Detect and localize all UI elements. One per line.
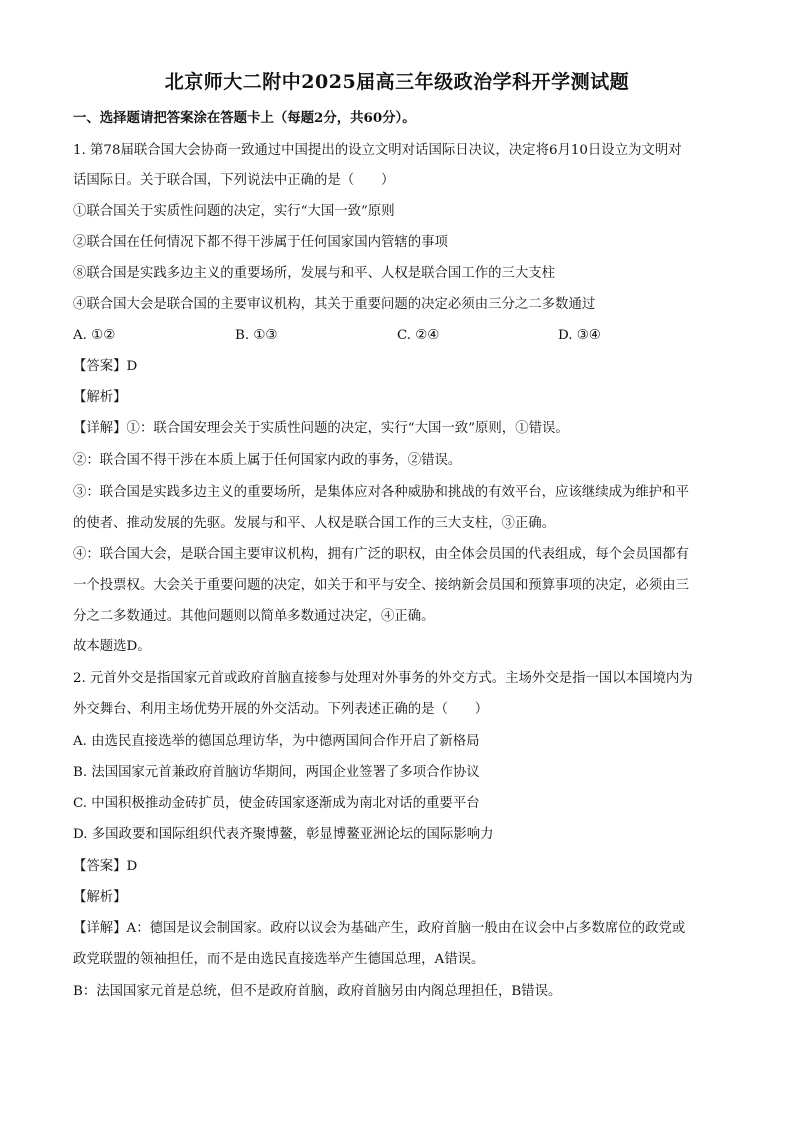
q2-option-c: C. 中国积极推动金砖扩员，使金砖国家逐渐成为南北对话的重要平台 xyxy=(73,796,480,811)
q1-option-c: C. ②④ xyxy=(397,328,440,343)
q1-detail-line-1: 【详解】①：联合国安理会关于实质性问题的决定，实行“大国一致”原则，①错误。 xyxy=(73,421,569,436)
q2-detail-line-1: 【详解】A：德国是议会制国家。政府以议会为基础产生，政府首脑一般由在议会中占多数席位的政党或 xyxy=(73,921,686,936)
q1-detail-line-4: 的使者、推动发展的先驱。发展与和平、人权是联合国工作的三大支柱，③正确。 xyxy=(73,516,556,531)
q1-detail-line-2: ②：联合国不得干涉在本质上属于任何国家内政的事务，②错误。 xyxy=(73,453,462,468)
q2-stem-line-1: 2. 元首外交是指国家元首或政府首脑直接参与处理对外事务的外交方式。主场外交是指一国以本国境内为 xyxy=(73,671,693,686)
q1-stem-line-1: 1. 第78届联合国大会协商一致通过中国提出的设立文明对话国际日决议，决定将6月10日设立为文明对 xyxy=(73,143,682,158)
q1-stem-line-2: 话国际日。关于联合国，下列说法中正确的是（ ） xyxy=(73,173,395,188)
q2-answer: 【答案】D xyxy=(73,859,138,874)
q1-statement-1: ①联合国关于实质性问题的决定，实行“大国一致”原则 xyxy=(73,204,395,219)
q2-option-b: B. 法国国家元首兼政府首脑访华期间，两国企业签署了多项合作协议 xyxy=(73,765,480,780)
q2-stem-line-2: 外交舞台、利用主场优势开展的外交活动。下列表述正确的是（ ） xyxy=(73,702,489,717)
q1-statement-3: ⑧联合国是实践多边主义的重要场所，发展与和平、人权是联合国工作的三大支柱 xyxy=(73,266,556,281)
q1-statement-2: ②联合国在任何情况下都不得干涉属于任何国家国内管辖的事项 xyxy=(73,235,448,250)
q2-analysis-label: 【解析】 xyxy=(73,890,127,905)
q1-analysis-label: 【解析】 xyxy=(73,390,127,405)
q1-detail-line-7: 分之二多数通过。其他问题则以简单多数通过决定，④正确。 xyxy=(73,609,435,624)
q2-option-a: A. 由选民直接选举的德国总理访华，为中德两国间合作开启了新格局 xyxy=(73,734,480,749)
q1-option-b: B. ①③ xyxy=(235,328,278,343)
q1-detail-line-5: ④：联合国大会，是联合国主要审议机构，拥有广泛的职权，由全体会员国的代表组成，每个会员国都有 xyxy=(73,547,689,562)
q1-detail-line-3: ③：联合国是实践多边主义的重要场所，是集体应对各种威胁和挑战的有效平台，应该继续成为维护和平 xyxy=(73,485,689,500)
q1-detail-line-6: 一个投票权。大会关于重要问题的决定，如关于和平与安全、接纳新会员国和预算事项的决定，必须由三 xyxy=(73,578,689,593)
q1-conclusion: 故本题选D。 xyxy=(73,639,151,654)
q2-option-d: D. 多国政要和国际组织代表齐聚博鳌，彰显博鳌亚洲论坛的国际影响力 xyxy=(73,827,494,842)
q2-detail-line-2: 政党联盟的领袖担任，而不是由选民直接选举产生德国总理，A错误。 xyxy=(73,952,485,967)
q1-answer: 【答案】D xyxy=(73,359,138,374)
q1-statement-4: ④联合国大会是联合国的主要审议机构，其关于重要问题的决定必须由三分之二多数通过 xyxy=(73,297,596,312)
q2-detail-line-3: B：法国国家元首是总统，但不是政府首脑，政府首脑另由内阁总理担任，B错误。 xyxy=(73,984,562,999)
page-title: 北京师大二附中2025届高三年级政治学科开学测试题 xyxy=(164,71,630,93)
q1-option-a: A. ①② xyxy=(73,328,116,343)
section-heading: 一、选择题请把答案涂在答题卡上（每题2分，共60分）。 xyxy=(73,110,416,126)
q1-option-d: D. ③④ xyxy=(558,328,601,343)
